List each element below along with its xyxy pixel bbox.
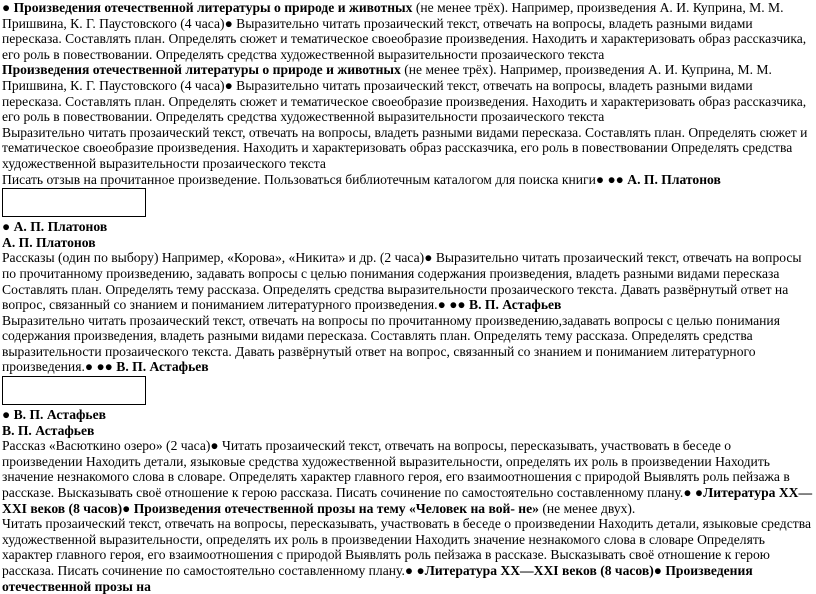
heading-astafyev-bullet [2,407,814,423]
heading-nature-literature: ● Произведения отечественной литературы о природе и животных [2,0,413,15]
heading-astafyev [2,423,814,439]
document-page [2,0,814,594]
paragraph-platonov-stories [2,250,814,312]
paragraph-4 [2,172,814,188]
text-segment: (не менее трёх). Например, произведения А. И. Куприна, М. М. Пришвина, К. Г. Паустовского (4 часа) [2,0,784,31]
text-segment: (не менее двух). [538,500,636,516]
heading-nature-literature: Произведения отечественной литературы о природе и животных [2,62,401,78]
paragraph-1 [2,0,814,62]
text-segment: Выразительно читать прозаический текст, отвечать на вопросы, владеть разными видами пересказа. Составлять план. Определять сюжет и тематическое своеобразие произведения. Находить и характеризовать образ рассказчика, его роль в повествовании. Определять средства художественной выразительности прозаического текста [2,15,807,62]
text-segment: Писать отзыв на прочитанное произведение. Пользоваться библиотечным каталогом для поиска книги [2,171,596,187]
text-segment: Читать прозаический текст, отвечать на вопросы, пересказывать, участвовать в беседе о произведении Находить детали, языковые средства художественной выразительности, определять их роль в произведении Находить значение незнакомого слова в словаре Определять характер главного героя, его взаимоотношения с природой Выявлять роль пейзажа в рассказе. Высказывать своё отношение к герою рассказа. Писать сочинение по самостоятельно составленному плану. [2,516,811,578]
heading-text: ● А. П. Платонов [2,219,108,235]
paragraph-vasyutkino-lake [2,438,814,516]
text-segment: Рассказы (один по выбору) Например, «Корова», «Никита» и др. (2 часа) [2,250,425,266]
heading-platonov-bullet [2,219,814,235]
heading-platonov: ● ●● А. П. Платонов [595,171,721,187]
text-segment: Выразительно читать прозаический текст, отвечать на вопросы по прочитанному произведению,задавать вопросы с целью понимания содержания произведения, владеть разными видами пересказа. Составлять план. Определять тему рассказа. Определять средства выразительности прозаического текста. Давать развёрнутый ответ на вопрос, связанный со знанием и пониманием литературного произведения. [2,312,780,375]
bullet-icon: ● [224,15,233,31]
heading-text: В. П. Астафьев [2,422,95,438]
heading-text: А. П. Платонов [2,234,96,250]
paragraph-3 [2,125,814,172]
heading-text: ● В. П. Астафьев [2,407,106,423]
empty-cell-box [2,376,146,405]
text-segment: Выразительно читать прозаический текст, отвечать на вопросы, владеть разными видами пересказа. Составлять план. Определять сюжет и тематическое своеобразие произведения. Находить и характеризовать образ рассказчика, его роль в повествовании Определять средства художественной выразительности прозаического текста [2,124,808,171]
heading-astafyev: ● ●● В. П. Астафьев [84,359,209,375]
heading-literature-xx-xxi: ● ●Литература XX—XXI веков (8 часов)● Произведения отечественной прозы на тему «Человек на вой- не» [2,485,813,516]
text-segment: Читать прозаический текст, отвечать на вопросы, пересказывать, участвовать в беседе о произведении Находить детали, языковые средства художественной выразительности, определять их роль в произведении Находить значение незнакомого слова в словаре. Определять характер главного героя, его взаимоотношения с природой Выявлять роль пейзажа в рассказе. Высказывать своё отношение к герою рассказа. Писать сочинение по самостоятельно составленному плану. [2,438,790,501]
text-segment: Рассказ «Васюткино озеро» (2 часа) [2,438,211,454]
heading-astafyev: ● ●● В. П. Астафьев [437,297,562,313]
paragraph-final [2,516,814,594]
heading-literature-xx-xxi: ● ●Литература XX—XXI веков (8 часов)● Произведения отечественной прозы на [2,563,753,594]
bullet-icon: ● [224,77,233,93]
paragraph-reading-skills [2,313,814,375]
heading-platonov [2,235,814,251]
paragraph-2 [2,62,814,124]
text-segment: (не менее трёх). Например, произведения А. И. Куприна, М. М. Пришвина, К. Г. Паустовского (4 часа) [2,62,772,93]
text-segment: Выразительно читать прозаический текст, отвечать на вопросы, владеть разными видами пересказа. Составлять план. Определять сюжет и тематическое своеобразие произведения. Находить и характеризовать образ рассказчика, его роль в повествовании. Определять средства художественной выразительности прозаического текста [2,77,807,125]
bullet-icon: ● [424,250,433,266]
text-segment: Выразительно читать прозаический текст, отвечать на вопросы по прочитанному произведению, задавать вопросы с целью понимания содержания произведения, владеть разными видами пересказа Составлять план. Определять тему рассказа. Определять средства выразительности прозаического текста. Давать развёрнутый ответ на вопрос, связанный со знанием и пониманием литературного произведения. [2,250,802,313]
empty-cell-box [2,188,146,217]
bullet-icon: ● [210,438,219,454]
